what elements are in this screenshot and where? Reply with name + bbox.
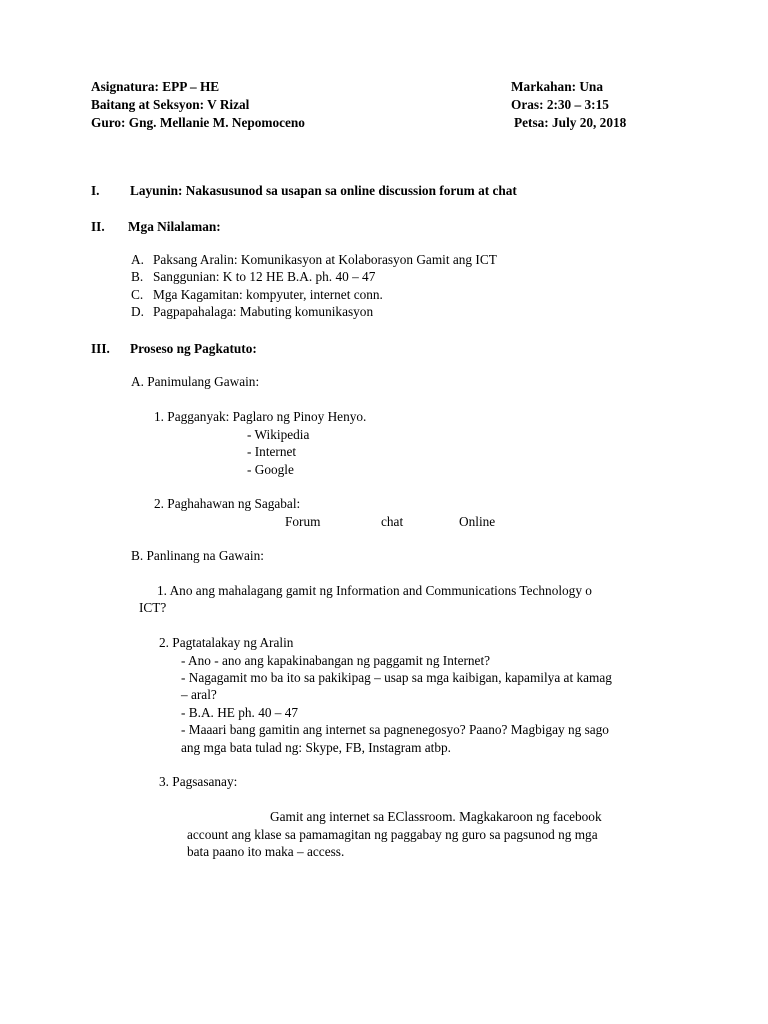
practice-line: account ang klase sa pamamagitan ng paggabay ng guro sa pagsunod ng mga — [187, 827, 598, 842]
practice-item: 3. Pagsasanay: — [159, 774, 238, 789]
section-2-number: II. — [91, 219, 105, 234]
developmental-activity-heading: B. Panlinang na Gawain: — [131, 548, 264, 563]
motivation-item: 1. Pagganyak: Paglaro ng Pinoy Henyo. — [154, 409, 367, 424]
time-label: Oras: 2:30 – 3:15 — [511, 97, 609, 112]
vocabulary-word: Online — [459, 514, 496, 529]
question-item-line: ICT? — [139, 600, 167, 615]
content-item-letter: B. — [131, 269, 144, 284]
discussion-line: – aral? — [181, 687, 217, 702]
grade-section-label: Baitang at Seksyon: V Rizal — [91, 97, 250, 112]
content-item-letter: C. — [131, 287, 144, 302]
practice-line: bata paano ito maka – access. — [187, 844, 345, 859]
motivation-bullet: - Wikipedia — [247, 427, 310, 442]
section-2-title: Mga Nilalaman: — [128, 219, 221, 234]
discussion-line: - Nagagamit mo ba ito sa pakikipag – usap sa mga kaibigan, kapamilya at kamag — [181, 670, 612, 685]
content-item-letter: A. — [131, 252, 144, 267]
content-item-topic: Paksang Aralin: Komunikasyon at Kolaborasyon Gamit ang ICT — [153, 252, 497, 267]
section-1-number: I. — [91, 183, 100, 198]
initial-activity-heading: A. Panimulang Gawain: — [131, 374, 260, 389]
practice-line: Gamit ang internet sa EClassroom. Magkakaroon ng facebook — [270, 809, 602, 824]
discussion-line: - Maaari bang gamitin ang internet sa pagnenegosyo? Paano? Magbigay ng sago — [181, 722, 609, 737]
question-item-line: 1. Ano ang mahalagang gamit ng Information and Communications Technology o — [157, 583, 592, 598]
section-3-title: Proseso ng Pagkatuto: — [130, 341, 257, 356]
subject-label: Asignatura: EPP – HE — [91, 79, 220, 94]
quarter-label: Markahan: Una — [511, 79, 603, 94]
section-3-number: III. — [91, 341, 110, 356]
unlocking-difficulties-item: 2. Paghahawan ng Sagabal: — [154, 496, 301, 511]
motivation-bullet: - Google — [247, 462, 294, 477]
motivation-bullet: - Internet — [247, 444, 297, 459]
content-item-letter: D. — [131, 304, 144, 319]
content-item-materials: Mga Kagamitan: kompyuter, internet conn. — [153, 287, 383, 302]
discussion-line: ang mga bata tulad ng: Skype, FB, Instagram atbp. — [181, 740, 451, 755]
content-item-values: Pagpapahalaga: Mabuting komunikasyon — [153, 304, 374, 319]
discussion-item: 2. Pagtatalakay ng Aralin — [159, 635, 294, 650]
date-label: Petsa: July 20, 2018 — [514, 115, 627, 130]
discussion-line: - B.A. HE ph. 40 – 47 — [181, 705, 299, 720]
teacher-label: Guro: Gng. Mellanie M. Nepomoceno — [91, 115, 305, 130]
discussion-line: - Ano - ano ang kapakinabangan ng paggamit ng Internet? — [181, 653, 491, 668]
vocabulary-word: Forum — [285, 514, 321, 529]
content-item-reference: Sanggunian: K to 12 HE B.A. ph. 40 – 47 — [153, 269, 376, 284]
section-1-objective: Layunin: Nakasusunod sa usapan sa online discussion forum at chat — [130, 183, 517, 198]
vocabulary-word: chat — [381, 514, 404, 529]
